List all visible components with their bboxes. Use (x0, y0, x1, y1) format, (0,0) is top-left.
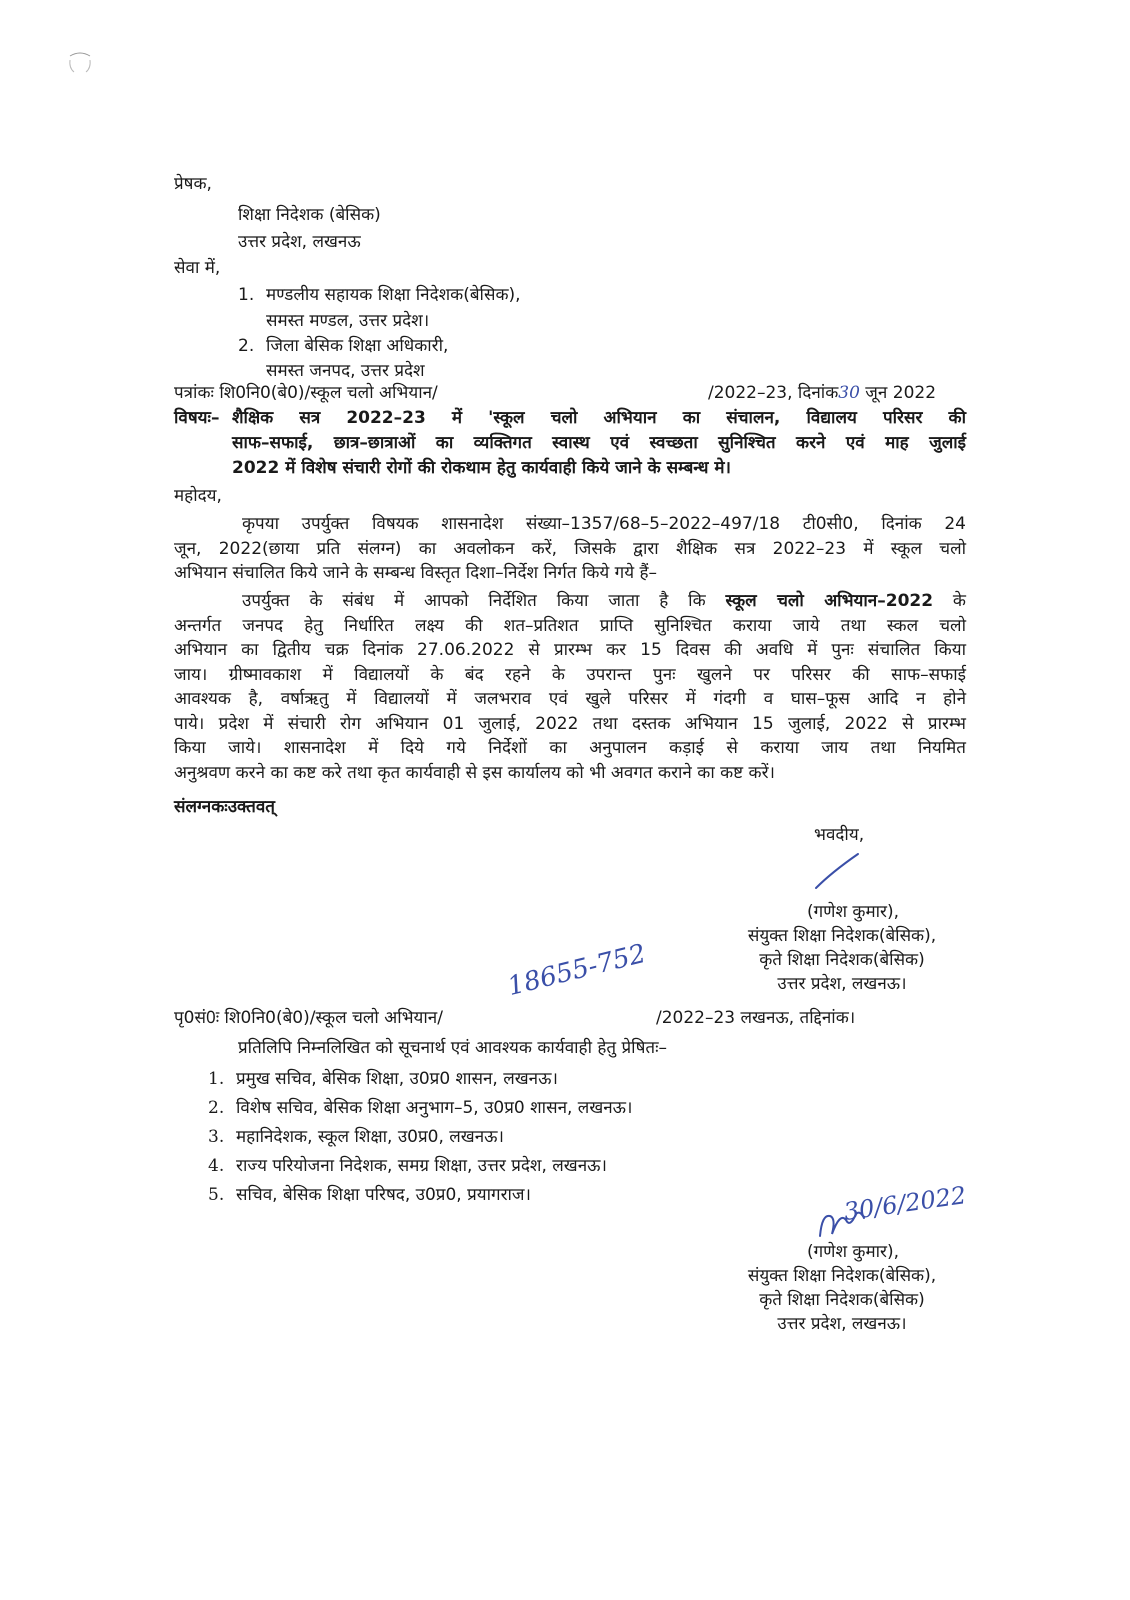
enclosure-note: संलग्नकःउक्तवत् (174, 797, 275, 817)
copy-list-text: विशेष सचिव, बेसिक शिक्षा अनुभाग–5, उ0प्र0 शासन, लखनऊ। (236, 1098, 633, 1118)
paragraph-line: जून, 2022(छाया प्रति संलग्न) का अवलोकन करें, जिसके द्वारा शैक्षिक सत्र 2022–23 में स्कूल चलो (174, 538, 966, 559)
paragraph-line (174, 589, 966, 614)
sender-line2: उत्तर प्रदेश, लखनऊ (238, 232, 361, 252)
signatory-on-behalf: कृते शिक्षा निदेशक(बेसिक) (759, 950, 925, 970)
paragraph-line: अनुश्रवण करने का कष्ट करे तथा कृत कार्यवाही से इस कार्यालय को भी अवगत कराने का कष्ट करें। (174, 762, 775, 783)
paragraph-line: कृपया उपर्युक्त विषयक शासनादेश संख्या–1357/68–5–2022–497/18 टी0सी0, दिनांक 24 (242, 514, 966, 534)
copy-list-number: 3. (208, 1127, 225, 1147)
copy-intro: प्रतिलिपि निम्नलिखित को सूचनार्थ एवं आवश्यक कार्यवाही हेतु प्रेषितः– (238, 1038, 668, 1058)
paragraph-line: किया जाये। शासनादेश में दिये गये निर्देशों का अनुपालन कड़ाई से कराया जाय तथा नियमित (174, 738, 966, 758)
signatory-name: (गणेश कुमार), (806, 1242, 900, 1262)
campaign-name: स्कूल चलो अभियान–2022 (725, 591, 934, 611)
copy-reference-number: पृ0सं0ः शि0नि0(बे0)/स्कूल चलो अभियान/ (174, 1008, 443, 1028)
subject-line: साफ–सफाई, छात्र–छात्राओं का व्यक्तिगत स्वास्थ एवं स्वच्छता सुनिश्चित करने एवं माह जुलाई (232, 433, 966, 453)
copy-reference-date: /2022–23 लखनऊ, तद्दिनांक। (656, 1008, 856, 1028)
copy-list-text: राज्य परियोजना निदेशक, समग्र शिक्षा, उत्तर प्रदेश, लखनऊ। (236, 1156, 607, 1176)
copy-list-text: महानिदेशक, स्कूल शिक्षा, उ0प्र0, लखनऊ। (236, 1127, 504, 1147)
paragraph-line: अभियान का द्वितीय चक्र दिनांक 27.06.2022 से प्रारम्भ कर 15 दिवस की अवधि में पुनः संचालित किया (174, 640, 966, 660)
recipient-1-line1: मण्डलीय सहायक शिक्षा निदेशक(बेसिक), (266, 285, 521, 305)
closing-yours-faithfully: भवदीय, (814, 825, 865, 845)
copy-reference-prefix (174, 1006, 443, 1030)
subject-label: विषयः– (174, 408, 220, 428)
body-paragraph-1 (174, 512, 966, 586)
copy-list-item (208, 1183, 531, 1207)
signature-block-2 (712, 1240, 972, 1336)
copy-list-text: सचिव, बेसिक शिक्षा परिषद, उ0प्र0, प्रयागराज। (236, 1185, 531, 1205)
copy-list-number: 2. (208, 1098, 225, 1118)
copy-list-item (208, 1067, 558, 1091)
recipient-1-line2: समस्त मण्डल, उत्तर प्रदेश। (266, 311, 430, 331)
scan-hole-mark (66, 50, 94, 76)
paragraph-line: अभियान संचालित किये जाने के सम्बन्ध विस्तृत दिशा–निर्देश निर्गत किये गये हैं– (174, 563, 658, 583)
signatory-title: संयुक्त शिक्षा निदेशक(बेसिक), (747, 926, 937, 946)
recipient-1-number: 1. (238, 285, 255, 305)
handwritten-day: 30 (838, 383, 860, 403)
copy-list-number: 4. (208, 1156, 225, 1176)
letter-reference-number: पत्रांकः शि0नि0(बे0)/स्कूल चलो अभियान/ (174, 383, 438, 403)
letter-date-prefix: /2022–23, दिनांक (708, 383, 839, 403)
signature-block-1 (712, 900, 972, 996)
body-paragraph-2 (174, 589, 966, 785)
salutation: महोदय, (174, 486, 222, 506)
handwritten-signature-date: 30/6/2022 (842, 1181, 968, 1226)
letter-date (708, 381, 936, 405)
signature-2-mark (816, 1206, 866, 1242)
recipient-2-line2: समस्त जनपद, उत्तर प्रदेश (266, 361, 425, 381)
subject-text-continued (232, 431, 966, 480)
copy-list-number: 1. (208, 1069, 225, 1089)
recipients-label: सेवा में, (174, 258, 221, 278)
para2-lead-text: उपर्युक्त के संबंध में आपको निर्देशित किया जाता है कि (242, 591, 726, 611)
subject-line: शैक्षिक सत्र 2022–23 में 'स्कूल चलो अभियान का संचालन, विद्यालय परिसर की (232, 408, 966, 428)
signatory-on-behalf: कृते शिक्षा निदेशक(बेसिक) (759, 1290, 925, 1310)
copy-list-number: 5. (208, 1185, 225, 1205)
subject-line: 2022 में विशेष संचारी रोगों की रोकथाम हेतु कार्यवाही किये जाने के सम्बन्ध मे। (232, 457, 731, 478)
sender-line1: शिक्षा निदेशक (बेसिक) (238, 205, 381, 225)
paragraph-line: अन्तर्गत जनपद हेतु निर्धारित लक्ष्य की शत–प्रतिशत प्राप्ति सुनिश्चित कराया जाये तथा स्कल चलो (174, 615, 966, 636)
signature-1-mark (812, 850, 862, 892)
paragraph-line: आवश्यक है, वर्षाऋतु में विद्यालयों में जलभराव एवं खुले परिसर में गंदगी व घास–फूस आदि न होने (174, 689, 966, 709)
recipient-2-number: 2. (238, 336, 255, 356)
copy-list-item (208, 1125, 504, 1149)
copy-list-item (208, 1096, 632, 1120)
signatory-place: उत्तर प्रदेश, लखनऊ। (777, 974, 907, 994)
recipient-2-line1: जिला बेसिक शिक्षा अधिकारी, (266, 336, 449, 356)
handwritten-dispatch-number: 18655-752 (504, 938, 649, 1002)
signatory-title: संयुक्त शिक्षा निदेशक(बेसिक), (747, 1266, 937, 1286)
paragraph-line: पाये। प्रदेश में संचारी रोग अभियान 01 जुलाई, 2022 तथा दस्तक अभियान 15 जुलाई, 2022 से प्रारम्भ (174, 713, 966, 734)
subject-text (232, 406, 966, 431)
signatory-name: (गणेश कुमार), (806, 902, 900, 922)
copy-list-text: प्रमुख सचिव, बेसिक शिक्षा, उ0प्र0 शासन, लखनऊ। (236, 1069, 558, 1089)
letter-date-suffix: जून 2022 (859, 383, 937, 403)
copy-list-item (208, 1154, 607, 1178)
paragraph-line: जाय। ग्रीष्मावकाश में विद्यालयों के बंद रहने के उपरान्त पुनः खुलने पर परिसर की साफ–सफाई (174, 664, 966, 685)
para2-lead-tail: के (933, 591, 966, 611)
sender-label: प्रेषक, (174, 174, 212, 194)
signatory-place: उत्तर प्रदेश, लखनऊ। (777, 1314, 907, 1334)
